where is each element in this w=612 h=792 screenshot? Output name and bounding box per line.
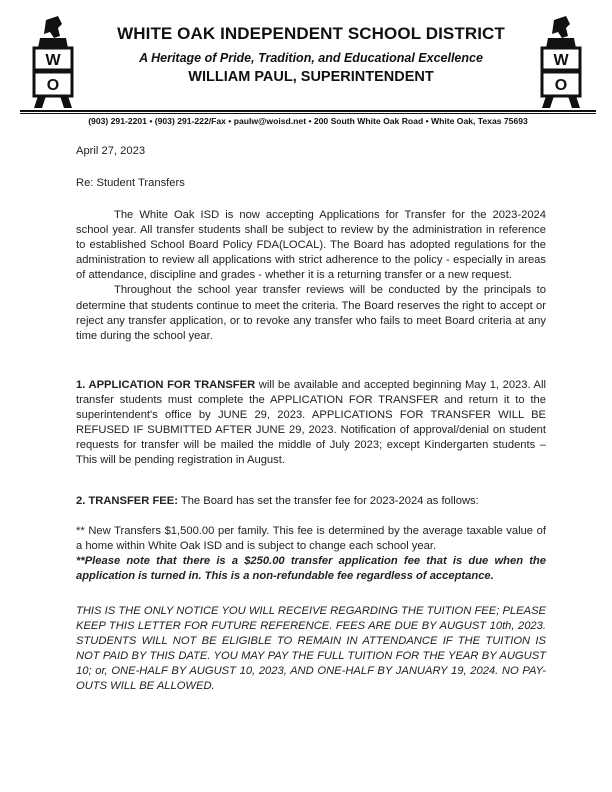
fee-heading: 2. TRANSFER FEE: (76, 495, 178, 507)
tuition-notice: THIS IS THE ONLY NOTICE YOU WILL RECEIVE REGARDING THE TUITION FEE; PLEASE KEEP THIS LETTER FOR FUTURE REFERENCE. FEES ARE DUE BY AUGUST 10th, 2023. STUDENTS WILL NOT BE ELIGIBLE TO REMAIN IN ATTENDANCE IF THE TUITION IS NOT PAID BY THIS DATE. YOU MAY PAY THE FULL TUITION FOR THE YEAR BY AUGUST 10; or, ONE-HALF BY AUGUST 10, 2023, AND ONE-HALF BY JANUARY 19, 2024. NO PAY-OUTS WILL BE ALLOWED. (76, 605, 546, 693)
svg-text:W: W (45, 52, 61, 69)
district-name: WHITE OAK INDEPENDENT SCHOOL DISTRICT (117, 24, 505, 43)
application-section (76, 378, 546, 469)
fee-paragraph (76, 494, 546, 509)
fee-amount-text: ** New Transfers $1,500.00 per family. This fee is determined by the average taxable value of a home within White Oak ISD and is subject to change each school year. (76, 525, 546, 553)
application-text: will be available and accepted beginning May 1, 2023. All transfer students must complete the APPLICATION FOR TRANSFER and return it to the superintendent's office by JUNE 29, 2023. APPLICATIONS FOR TRANSFER WILL BE REFUSED IF SUBMITTED AFTER JUNE 29, 2023. Notification of approval/denial on student requests for transfer will be mailed the middle of July 2023; except Kindergarten students – This will be pending registration in August. (76, 379, 546, 467)
fee-intro-text: The Board has set the transfer fee for 2023-2024 as follows: (177, 495, 479, 507)
svg-text:O: O (554, 77, 568, 94)
superintendent-name: WILLIAM PAUL, SUPERINTENDENT (188, 69, 434, 85)
application-heading: 1. APPLICATION FOR TRANSFER (76, 379, 256, 391)
fee-details (76, 524, 546, 584)
application-paragraph (76, 378, 546, 469)
intro-paragraph: The White Oak ISD is now accepting Applications for Transfer for the 2023-2024 school year. All transfer students shall be subject to review by the administration in reference to established School Board Policy FDA(LOCAL). The Board has adopted regulations for the administration to review all applications with strict adherence to the policy - especially in areas of attendance, discipline and grades - whether it is a returning transfer or a new request. (76, 209, 546, 282)
fee-section (76, 494, 546, 509)
contact-line: (903) 291-2201 • (903) 291-222/Fax • paulw@woisd.net • 200 South White Oak Road • White Oak, Texas 75693 (88, 116, 528, 126)
district-motto: A Heritage of Pride, Tradition, and Educational Excellence (139, 51, 483, 65)
review-paragraph: Throughout the school year transfer reviews will be conducted by the principals to determine that students continue to meet the criteria. The Board reserves the right to accept or reject any transfer application, or to revoke any transfer who fails to meet Board criteria at any time during the school year. (76, 284, 546, 342)
intro-section (76, 208, 546, 344)
header-divider (20, 113, 596, 114)
application-fee-note: **Please note that there is a $250.00 transfer application fee that is due when the application is turned in. This is a non-refundable fee regardless of acceptance. (76, 555, 546, 583)
letterhead (0, 0, 612, 120)
school-logo-icon (28, 14, 78, 110)
school-logo-icon (536, 14, 586, 110)
letter-subject: Re: Student Transfers (76, 177, 185, 189)
letter-date: April 27, 2023 (76, 145, 146, 157)
tuition-notice-section (76, 604, 546, 695)
svg-text:O: O (46, 77, 60, 94)
svg-text:W: W (553, 52, 569, 69)
header-divider (20, 110, 596, 112)
